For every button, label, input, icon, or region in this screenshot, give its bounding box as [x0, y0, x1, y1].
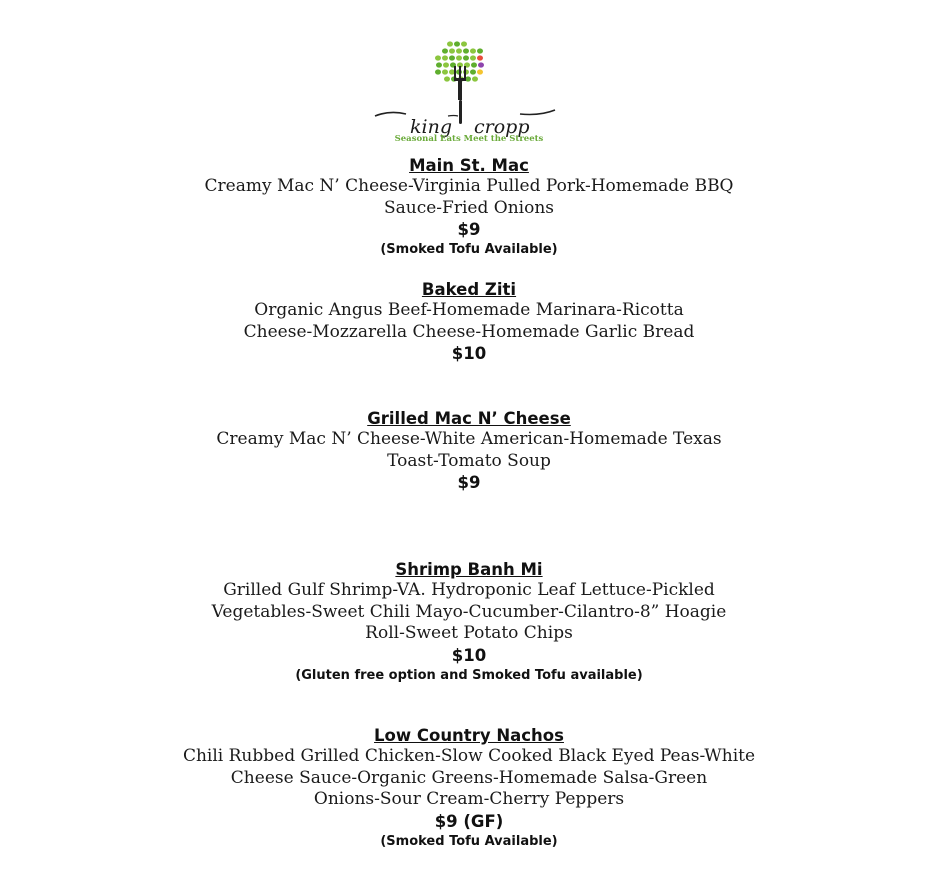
leaf-icon [478, 62, 484, 67]
item-description: Roll-Sweet Potato Chips [365, 623, 573, 643]
tree-fork-icon [370, 30, 560, 150]
item-description: Cheese-Mozzarella Cheese-Homemade Garlic Bread [243, 321, 695, 342]
item-description: Chili Rubbed Grilled Chicken-Slow Cooked Black Eyed Peas-White [182, 746, 756, 766]
leaf-icon [436, 62, 442, 67]
item-description: Organic Angus Beef-Homemade Marinara-Ricotta [254, 300, 684, 320]
menu-item-grilled-mac [0, 408, 938, 493]
menu-item-low-country-nachos [0, 725, 938, 852]
item-title: Low Country Nachos [374, 726, 564, 745]
leaf-icon [463, 48, 469, 53]
leaf-icon [477, 69, 483, 74]
leaf-icon [442, 48, 448, 53]
leaf-icon [470, 69, 476, 74]
item-price: $10 [451, 645, 487, 665]
leaf-icon [444, 76, 450, 81]
leaf-icon [449, 55, 455, 60]
menu-item-main-st-mac [0, 155, 938, 260]
leaf-icon [435, 55, 441, 60]
item-note: (Gluten free option and Smoked Tofu available) [295, 667, 643, 683]
logo-word-left: king [410, 116, 452, 138]
item-description: Sauce-Fried Onions [384, 197, 554, 218]
leaf-icon [461, 41, 467, 46]
leaf-icon [463, 55, 469, 60]
leaf-icon [470, 48, 476, 53]
leaf-icon [454, 41, 460, 46]
leaf-icon [449, 48, 455, 53]
leaf-icon [456, 48, 462, 53]
leaf-icon [435, 69, 441, 74]
item-description: Vegetables-Sweet Chili Mayo-Cucumber-Cilantro-8” Hoagie [211, 601, 727, 622]
item-description: Cheese Sauce-Organic Greens-Homemade Salsa-Green [230, 767, 708, 788]
item-price: $9 (GF) [434, 811, 504, 831]
item-description: Toast-Tomato Soup [387, 450, 551, 471]
item-description: Creamy Mac N’ Cheese-White American-Homemade Texas [216, 429, 722, 449]
leaf-icon [442, 55, 448, 60]
item-price: $9 [457, 473, 481, 492]
menu-item-baked-ziti [0, 279, 938, 364]
item-description: Onions-Sour Cream-Cherry Peppers [313, 789, 625, 809]
leaf-icon [477, 55, 483, 60]
logo [370, 30, 560, 150]
leaf-icon [447, 41, 453, 46]
leaf-icon [471, 62, 477, 67]
leaf-icon [472, 76, 478, 81]
item-description: Grilled Gulf Shrimp-VA. Hydroponic Leaf Lettuce-Pickled [223, 580, 715, 600]
item-price: $10 [451, 344, 487, 363]
item-title: Main St. Mac [409, 156, 529, 175]
menu-item-shrimp-banh-mi [0, 559, 938, 686]
item-title: Baked Ziti [421, 280, 517, 299]
item-description: Creamy Mac N’ Cheese-Virginia Pulled Pork-Homemade BBQ [204, 176, 734, 196]
leaf-icon [477, 48, 483, 53]
item-title: Shrimp Banh Mi [395, 560, 543, 579]
tagline: Seasonal Eats Meet the Streets [394, 134, 544, 144]
item-note: (Smoked Tofu Available) [380, 833, 558, 849]
item-note: (Smoked Tofu Available) [380, 242, 558, 257]
leaf-icon [456, 55, 462, 60]
leaf-icon [442, 69, 448, 74]
item-title: Grilled Mac N’ Cheese [367, 409, 571, 428]
leaf-icon [443, 62, 449, 67]
logo-word-right: cropp [474, 116, 530, 138]
leaf-icon [470, 55, 476, 60]
item-price: $9 [457, 220, 481, 239]
